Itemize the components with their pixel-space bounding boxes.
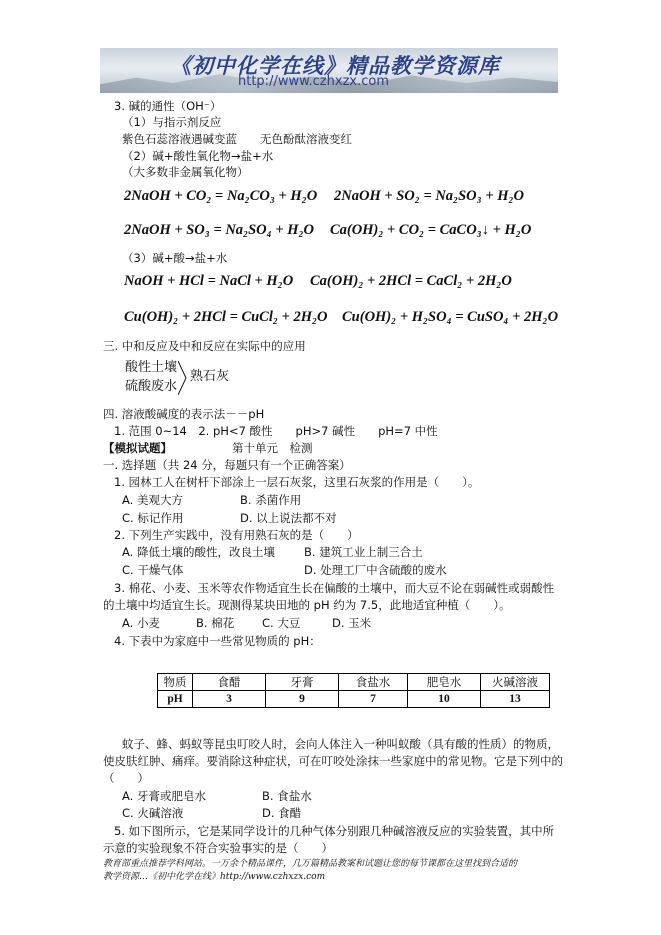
- q4-paragraph-line2: 使皮肤红肿、痛痒。要消除这种症状，可在叮咬处涂抹一些家庭中的常见物。它是下列中的: [103, 754, 563, 768]
- part3-heading: 三. 中和反应及中和反应在实际中的应用: [103, 339, 306, 353]
- table-row: [158, 691, 550, 708]
- table-cell: 3: [193, 691, 266, 708]
- table-cell: 9: [266, 691, 339, 708]
- q1-option-b: B. 杀菌作用: [240, 493, 302, 507]
- table-header-cell: 食醋: [193, 674, 266, 691]
- q2-option-a: A. 降低土壤的酸性，改良土壤: [122, 545, 275, 559]
- equation-1: 2NaOH + CO₂ = Na₂CO₃ + H₂O: [124, 188, 318, 204]
- section1-heading: 一. 选择题（共 24 分，每题只有一个正确答案）: [103, 458, 351, 472]
- acidic-soil: 酸性土壤: [125, 360, 178, 375]
- q1-stem: 1. 园林工人在树杆下部涂上一层石灰浆，这里石灰浆的作用是（ ）。: [114, 475, 480, 489]
- mock-test-tag: 【模拟试题】: [103, 441, 172, 455]
- header-banner: [100, 48, 558, 93]
- brace-connector: [178, 360, 188, 396]
- table-header-cell: 食盐水: [339, 674, 408, 691]
- q2-option-d: D. 处理工厂中含硫酸的废水: [304, 563, 447, 577]
- banner-title: 《初中化学在线》精品教学资源库: [170, 53, 500, 78]
- ph-range-line: 1. 范围 0~14 2. pH<7 酸性 pH>7 碱性 pH=7 中性: [114, 424, 438, 438]
- q4-option-b: B. 食盐水: [262, 789, 312, 803]
- footer-line1: 教育部重点推荐学科网站。一万余个精品课件，几万篇精品教案和试题让您的每节课都在这里找到合适的: [103, 859, 518, 869]
- q5-stem-line1: 5. 如下图所示，它是某同学设计的几种气体分别跟几种碱溶液反应的实验装置，其中所: [114, 824, 555, 838]
- q2-option-b: B. 建筑工业上制三合土: [304, 545, 423, 559]
- slaked-lime: 熟石灰: [190, 369, 230, 384]
- equation-3: 2NaOH + SO₃ = Na₂SO₄ + H₂O: [124, 222, 315, 238]
- section3-heading: 3. 碱的通性（OH⁻）: [114, 99, 222, 113]
- q4-option-c: C. 火碱溶液: [122, 806, 184, 820]
- q1-option-d: D. 以上说法都不对: [240, 511, 337, 525]
- sulfuric-waste-water: 硫酸废水: [125, 379, 178, 394]
- table-cell: pH: [158, 691, 193, 708]
- item2-note: （大多数非金属氧化物）: [122, 165, 249, 179]
- q3-option-b: B. 棉花: [196, 616, 235, 630]
- part4-heading: 四. 溶液酸碱度的表示法－－pH: [103, 407, 265, 421]
- q4-paragraph-line3: （ ）: [103, 771, 149, 785]
- table-cell: 10: [408, 691, 481, 708]
- indicator-line: 紫色石蕊溶液遇碱变蓝 无色酚酞溶液变红: [122, 132, 352, 146]
- q4-stem: 4. 下表中为家庭中一些常见物质的 pH：: [114, 634, 321, 648]
- table-header-cell: 火碱溶液: [481, 674, 550, 691]
- table-cell: 13: [481, 691, 550, 708]
- banner-url[interactable]: http://www.czhxzx.com: [238, 74, 389, 89]
- equation-7: Cu(OH)₂ + 2HCl = CuCl₂ + 2H₂O: [124, 309, 328, 325]
- q4-option-a: A. 牙膏或肥皂水: [122, 789, 206, 803]
- q1-option-c: C. 标记作用: [122, 511, 184, 525]
- q5-stem-line2: 示意的实验现象不符合实验事实的是（ ）: [103, 841, 333, 855]
- unit-test-title: 第十单元 检测: [232, 441, 313, 455]
- equation-5: NaOH + HCl = NaCl + H₂O: [124, 273, 294, 289]
- q3-option-a: A. 小麦: [122, 616, 160, 630]
- table-header-cell: 牙膏: [266, 674, 339, 691]
- q3-option-d: D. 玉米: [332, 616, 372, 630]
- q3-option-c: C. 大豆: [262, 616, 301, 630]
- footer-line2[interactable]: 教学资源…《初中化学在线》http://www.czhxzx.com: [103, 872, 326, 882]
- item2: （2）碱+酸性氧化物→盐+水: [122, 149, 274, 163]
- item3: （3）碱+酸→盐+水: [122, 251, 228, 265]
- table-header-cell: 物质: [158, 674, 193, 691]
- q3-stem-line2: 的土壤中均适宜生长。现测得某块田地的 pH 约为 7.5，此地适宜种植（ ）。: [103, 598, 511, 612]
- table-row: [158, 674, 550, 691]
- q3-stem-line1: 3. 棉花、小麦、玉米等农作物适宜生长在偏酸的土壤中，而大豆不论在弱碱性或弱酸性: [114, 581, 555, 595]
- q4-paragraph-line1: 蚊子、蜂、蚂蚁等昆虫叮咬人时，会向人体注入一种叫蚁酸（具有酸的性质）的物质，: [122, 737, 559, 751]
- equation-2: 2NaOH + SO₂ = Na₂SO₃ + H₂O: [334, 188, 525, 204]
- q2-option-c: C. 干燥气体: [122, 563, 184, 577]
- equation-6: Ca(OH)₂ + 2HCl = CaCl₂ + 2H₂O: [310, 273, 512, 289]
- item1: （1）与指示剂反应: [122, 115, 222, 129]
- equation-4: Ca(OH)₂ + CO₂ = CaCO₃↓ + H₂O: [330, 222, 532, 238]
- ph-table: [157, 673, 550, 708]
- q1-option-a: A. 美观大方: [122, 493, 183, 507]
- table-cell: 7: [339, 691, 408, 708]
- q4-option-d: D. 食醋: [262, 806, 302, 820]
- table-header-cell: 肥皂水: [408, 674, 481, 691]
- q2-stem: 2. 下列生产实践中，没有用熟石灰的是（ ）: [114, 528, 359, 542]
- equation-8: Cu(OH)₂ + H₂SO₄ = CuSO₄ + 2H₂O: [342, 309, 559, 325]
